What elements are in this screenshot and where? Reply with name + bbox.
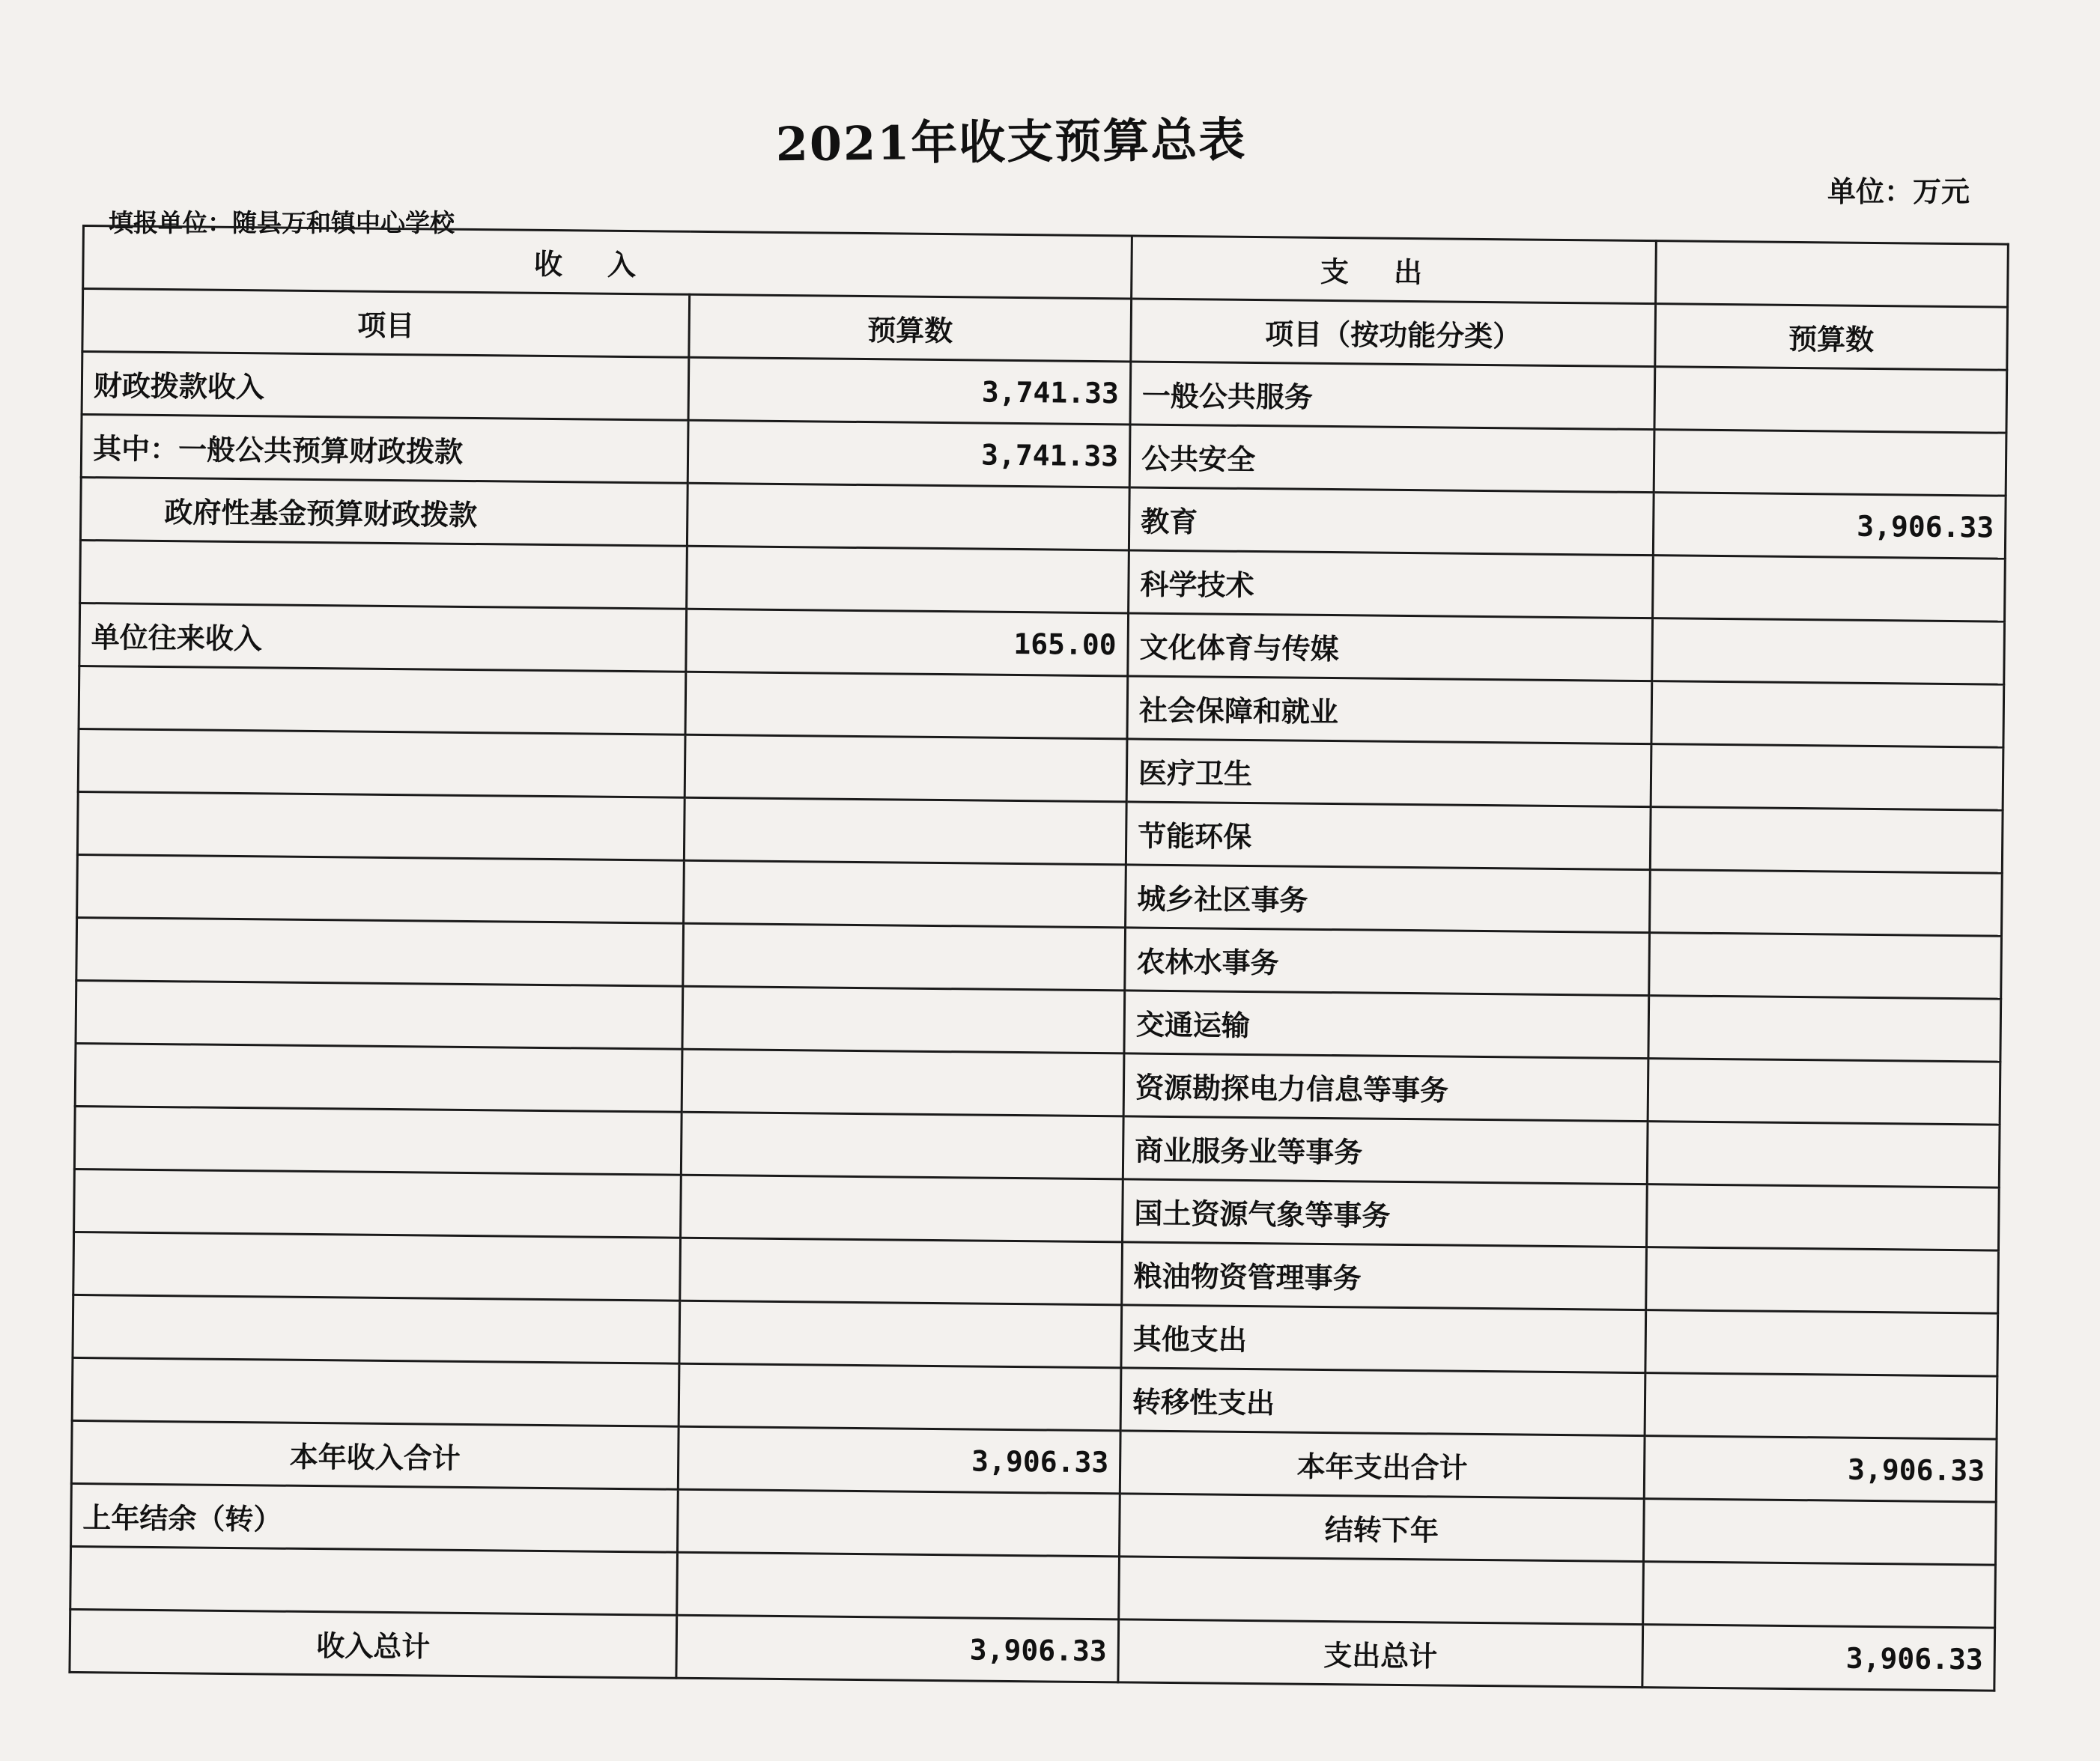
prev-balance-label: 上年结余（转）: [71, 1483, 679, 1552]
expense-value-cell: [1646, 1247, 1999, 1314]
income-item-cell: [73, 1295, 680, 1363]
income-item-cell: [72, 1357, 679, 1426]
income-header: 收入: [83, 226, 1132, 299]
expense-item-cell: 粮油物资管理事务: [1122, 1242, 1647, 1310]
blank-cell: [70, 1546, 678, 1615]
budget-table: [68, 225, 2009, 1692]
expense-item-cell: 一般公共服务: [1130, 362, 1655, 430]
income-item-cell: [73, 1232, 681, 1301]
expense-item-cell: 转移性支出: [1120, 1368, 1645, 1436]
expense-item-cell: 教育: [1129, 487, 1654, 556]
expense-item-cell: 国土资源气象等事务: [1123, 1179, 1648, 1247]
income-value-cell: [687, 483, 1129, 550]
income-value-cell: [687, 546, 1129, 613]
expense-value-cell: [1650, 807, 2003, 874]
unit-label: 单位：万元: [1827, 174, 1970, 208]
income-value-cell: [681, 1175, 1123, 1242]
expense-total-value: 3,906.33: [1642, 1625, 1995, 1691]
expense-item-cell: 社会保障和就业: [1127, 676, 1652, 744]
income-item-cell: 财政拨款收入: [82, 352, 689, 421]
expense-item-cell: 科学技术: [1129, 550, 1654, 618]
income-item-header: 项目: [82, 289, 690, 358]
income-value-cell: 3,741.33: [688, 420, 1130, 487]
expense-item-cell: 公共安全: [1129, 425, 1654, 493]
income-total-label: 收入总计: [70, 1609, 677, 1678]
income-value-cell: [679, 1363, 1121, 1431]
income-item-cell: [80, 540, 688, 609]
expense-item-cell: 文化体育与传媒: [1128, 613, 1653, 681]
expense-value-cell: [1653, 556, 2006, 622]
expense-item-cell: 商业服务业等事务: [1123, 1116, 1648, 1184]
income-item-cell: [74, 1169, 682, 1238]
income-total-value: 3,906.33: [676, 1615, 1119, 1682]
prev-balance-value: [678, 1489, 1120, 1557]
blank-cell: [1643, 1562, 1996, 1628]
expense-item-cell: 城乡社区事务: [1126, 865, 1651, 933]
expense-item-cell: 交通运输: [1124, 991, 1649, 1059]
expense-item-header: 项目（按功能分类）: [1131, 299, 1656, 367]
income-item-cell: [74, 1106, 682, 1175]
income-value-cell: [682, 1049, 1124, 1116]
income-value-cell: [680, 1238, 1123, 1305]
income-item-cell: 其中：一般公共预算财政拨款: [81, 415, 688, 484]
expense-value-cell: [1652, 618, 2005, 685]
income-item-cell: [75, 1043, 682, 1112]
income-item-cell: [77, 854, 685, 923]
year-expense-value: 3,906.33: [1644, 1436, 1997, 1503]
expense-item-cell: 农林水事务: [1125, 928, 1650, 996]
income-item-cell: [77, 791, 685, 860]
income-value-cell: [684, 860, 1126, 928]
income-value-cell: [679, 1301, 1122, 1368]
expense-item-cell: 其他支出: [1121, 1305, 1646, 1373]
carry-forward-value: [1643, 1499, 1996, 1566]
expense-value-cell: [1647, 1122, 2000, 1188]
expense-item-cell: 节能环保: [1126, 802, 1651, 870]
budget-sheet: [68, 225, 2009, 1692]
income-item-cell: [76, 917, 684, 986]
income-value-cell: [685, 734, 1127, 802]
income-item-cell: [79, 666, 686, 734]
expense-item-cell: 医疗卫生: [1126, 739, 1651, 807]
expense-value-cell: [1651, 681, 2004, 748]
year-income-label: 本年收入合计: [71, 1420, 679, 1489]
income-item-cell: [78, 729, 685, 797]
page-title: 2021年收支预算总表: [775, 112, 1247, 172]
expense-budget-header: 预算数: [1655, 304, 2008, 371]
expense-value-cell: [1649, 933, 2002, 1000]
income-value-cell: [681, 1112, 1123, 1179]
income-value-cell: 165.00: [686, 609, 1129, 676]
income-budget-header: 预算数: [689, 294, 1132, 362]
expense-value-cell: [1650, 870, 2003, 937]
expense-value-cell: [1651, 744, 2003, 811]
expense-value-cell: [1654, 367, 2007, 434]
income-value-cell: [684, 797, 1126, 865]
expense-value-cell: [1654, 430, 2006, 496]
filler-label: 填报单位：随县万和镇中心学校: [109, 208, 455, 237]
year-income-value: 3,906.33: [678, 1426, 1120, 1494]
carry-forward-label: 结转下年: [1120, 1494, 1645, 1562]
income-value-cell: [685, 672, 1128, 739]
expense-item-cell: 资源勘探电力信息等事务: [1123, 1053, 1648, 1122]
expense-value-cell: [1648, 1059, 2000, 1125]
expense-value-cell: 3,906.33: [1653, 493, 2006, 559]
empty-header-cell: [1656, 241, 2009, 308]
expense-value-cell: [1648, 996, 2001, 1062]
expense-value-cell: [1645, 1373, 1997, 1440]
income-item-cell: 政府性基金预算财政拨款: [80, 477, 688, 546]
expense-value-cell: [1645, 1310, 1998, 1377]
income-value-cell: [682, 986, 1125, 1053]
income-item-cell: 单位往来收入: [79, 603, 687, 672]
blank-cell: [677, 1552, 1120, 1619]
expense-header: 支出: [1132, 236, 1657, 304]
expense-total-label: 支出总计: [1118, 1619, 1643, 1688]
expense-value-cell: [1647, 1184, 2000, 1251]
income-item-cell: [76, 980, 683, 1049]
blank-cell: [1119, 1557, 1644, 1625]
income-value-cell: [683, 923, 1126, 991]
year-expense-label: 本年支出合计: [1120, 1431, 1645, 1499]
income-value-cell: 3,741.33: [688, 357, 1131, 425]
